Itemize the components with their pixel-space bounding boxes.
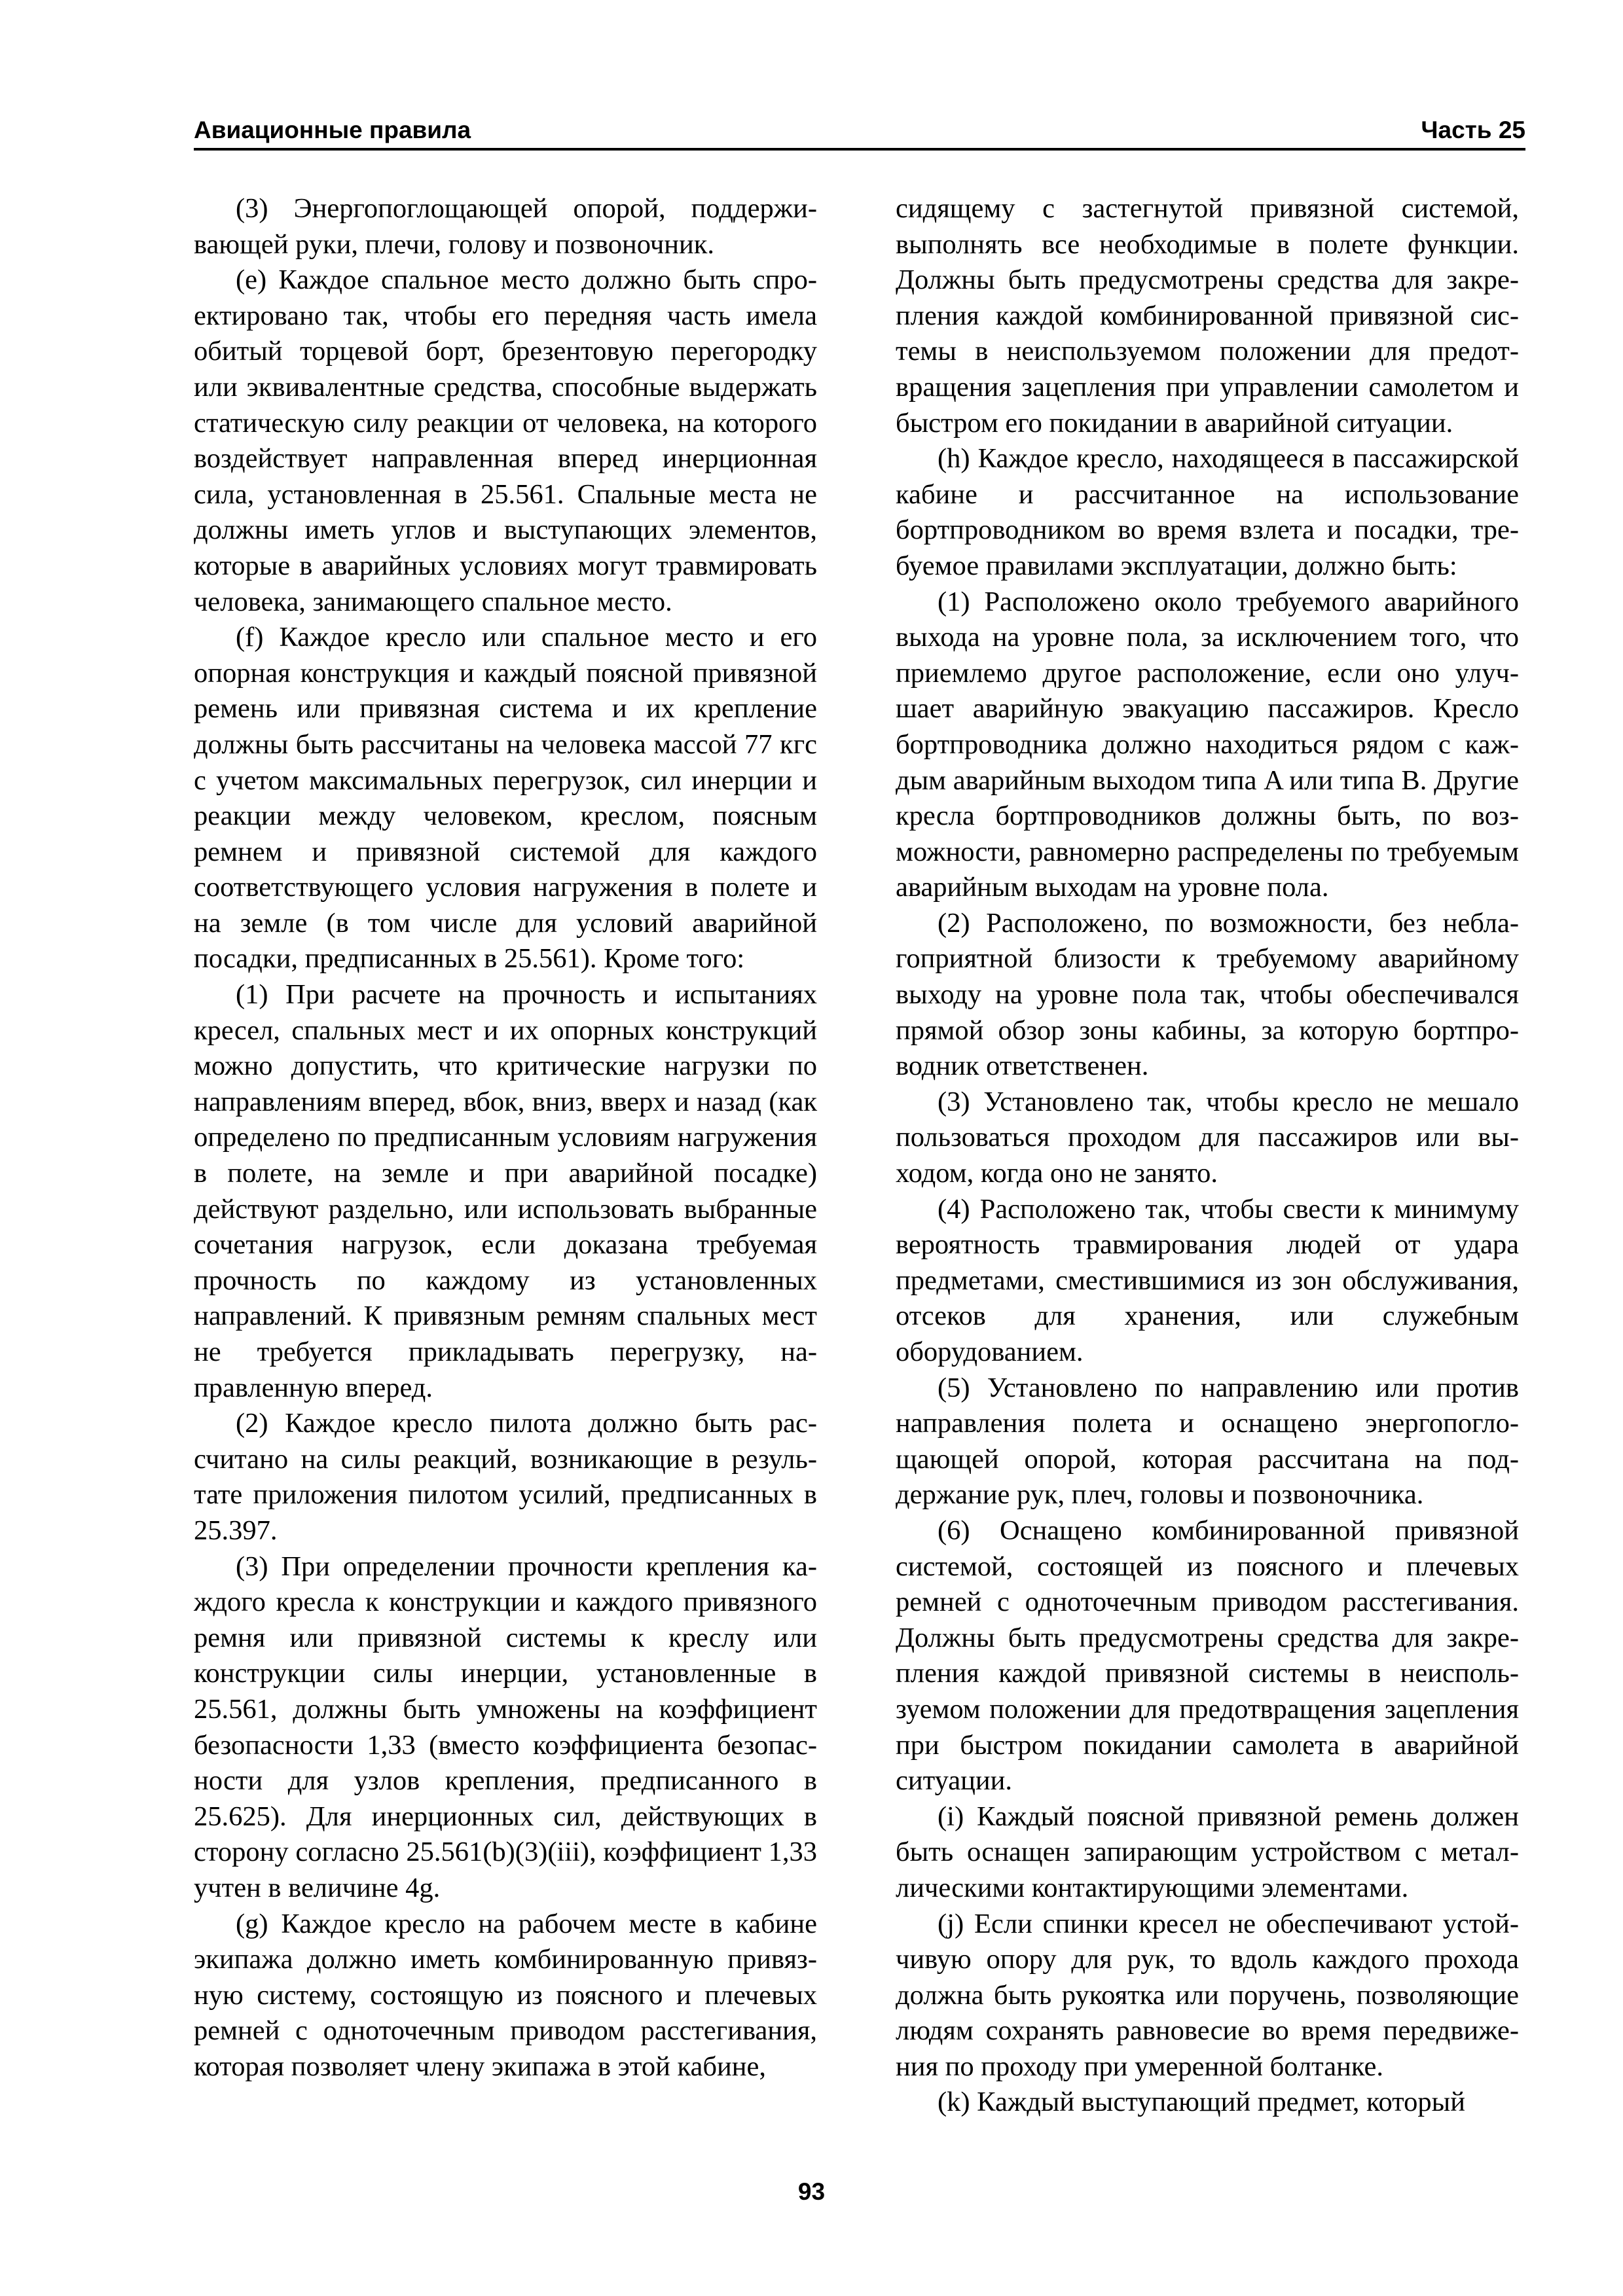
paragraph: (f) Каждое кресло или спальное место и его опорная конструкция и каждый поясной привязной ремень или привязная система и их крепление должны быть рассчитаны на человека массой 77 кгс с учетом максимальных перегрузок, сил инерции и реакции между человеком, креслом, поясным ремнем и привязной системой для каждого соответствующего условия нагружения в полете и на земле (в том числе для условий аварийной посадки, предписанных в 25.561). Кроме того: [194, 622, 817, 975]
header-title: Авиационные правила [194, 117, 471, 143]
left-column [194, 191, 817, 2085]
paragraph: (е) Каждое спальное место должно быть спроектировано так, чтобы его передняя часть имела обитый торцевой борт, брезентовую перегородку или эквивалентные средства, способные выдержать статическую силу реакции от человека, на которого воздействует направленная вперед инерционная сила, установленная в 25.561. Спальные места не должны иметь углов и выступающих элементов, которые в аварийных условиях могут травмировать человека, занимающего спальное место. [194, 264, 817, 617]
paragraph: (j) Если спинки кресел не обеспечивают устойчивую опору для рук, то вдоль каждого прохода должна быть рукоятка или поручень, позволяющие людям сохранять равновесие во время передвижения по проходу при умеренной болтанке. [896, 1908, 1519, 2082]
right-column [896, 191, 1519, 2121]
paragraph: (2) Расположено, по возможности, без неблагоприятной близости к требуемому аварийному выходу на уровне пола так, чтобы обеспечивался прямой обзор зоны кабины, за которую бортпроводник ответственен. [896, 907, 1519, 1082]
page-number: 93 [797, 2178, 826, 2205]
paragraph: (3) При определении прочности крепления каждого кресла к конструкции и каждого привязного ремня или привязной системы к креслу или конструкции силы инерции, установленные в 25.561, должны быть умножены на коэффициент безопасности 1,33 (вместо коэффициента безопасности для узлов крепления, предписанного в 25.625). Для инерционных сил, действующих в сторону согласно 25.561(b)(3)(iii), коэффициент 1,33 учтен в величине 4g. [194, 1551, 817, 1903]
paragraph-continuation: сидящему с застегнутой привязной системой, выполнять все необходимые в полете функции. Должны быть предусмотрены средства для закрепления каждой комбинированной привязной системы в неиспользуемом положении для предотвращения зацепления при управлении самолетом и быстром его покидании в аварийной ситуации. [896, 193, 1519, 439]
paragraph: (1) Расположено около требуемого аварийного выхода на уровне пола, за исключением того, что приемлемо другое расположение, если оно улучшает аварийную эвакуацию пассажиров. Кресло бортпроводника должно находиться рядом с каждым аварийным выходом типа A или типа B. Другие кресла бортпроводников должны быть, по возможности, равномерно распределены по требуемым аварийным выходам на уровне пола. [896, 586, 1519, 903]
paragraph: (2) Каждое кресло пилота должно быть рассчитано на силы реакций, возникающие в результате приложения пилотом усилий, предписанных в 25.397. [194, 1408, 817, 1546]
paragraph: (5) Установлено по направлению или против направления полета и оснащено энергопоглощающей опорой, которая рассчитана на поддержание рук, плеч, головы и позвоночника. [896, 1372, 1519, 1511]
paragraph: (3) Энергопоглощающей опорой, поддерживающей руки, плечи, голову и позвоночник. [194, 193, 817, 260]
running-header [194, 113, 1525, 151]
paragraph: (6) Оснащено комбинированной привязной системой, состоящей из поясного и плечевых ремней с одноточечным приводом расстегивания. Должны быть предусмотрены средства для закрепления каждой привязной системы в неиспользуемом положении для предотвращения зацепления при быстром покидании самолета в аварийной ситуации. [896, 1515, 1519, 1797]
header-part: Часть 25 [1421, 117, 1525, 143]
paragraph: (1) При расчете на прочность и испытаниях кресел, спальных мест и их опорных конструкций можно допустить, что критические нагрузки по направлениям вперед, вбок, вниз, вверх и назад (как определено по предписанным условиям нагружения в полете, на земле и при аварийной посадке) действуют раздельно, или использовать выбранные сочетания нагрузок, если доказана требуемая прочность по каждому из установленных направлений. К привязным ремням спальных мест не требуется прикладывать перегрузку, направленную вперед. [194, 979, 817, 1403]
paragraph: (i) Каждый поясной привязной ремень должен быть оснащен запирающим устройством с металлическими контактирующими элементами. [896, 1801, 1519, 1903]
paragraph: (h) Каждое кресло, находящееся в пассажирской кабине и рассчитанное на использование бортпроводником во время взлета и посадки, требуемое правилами эксплуатации, должно быть: [896, 443, 1519, 581]
paragraph: (3) Установлено так, чтобы кресло не мешало пользоваться проходом для пассажиров или выходом, когда оно не занято. [896, 1086, 1519, 1189]
paragraph: (g) Каждое кресло на рабочем месте в кабине экипажа должно иметь комбинированную привязную систему, состоящую из поясного и плечевых ремней с одноточечным приводом расстегивания, которая позволяет члену экипажа в этой кабине, [194, 1908, 817, 2082]
paragraph: (k) Каждый выступающий предмет, который [938, 2087, 1465, 2118]
paragraph: (4) Расположено так, чтобы свести к минимуму вероятность травмирования людей от удара предметами, сместившимися из зон обслуживания, отсеков для хранения, или служебным оборудованием. [896, 1193, 1519, 1367]
